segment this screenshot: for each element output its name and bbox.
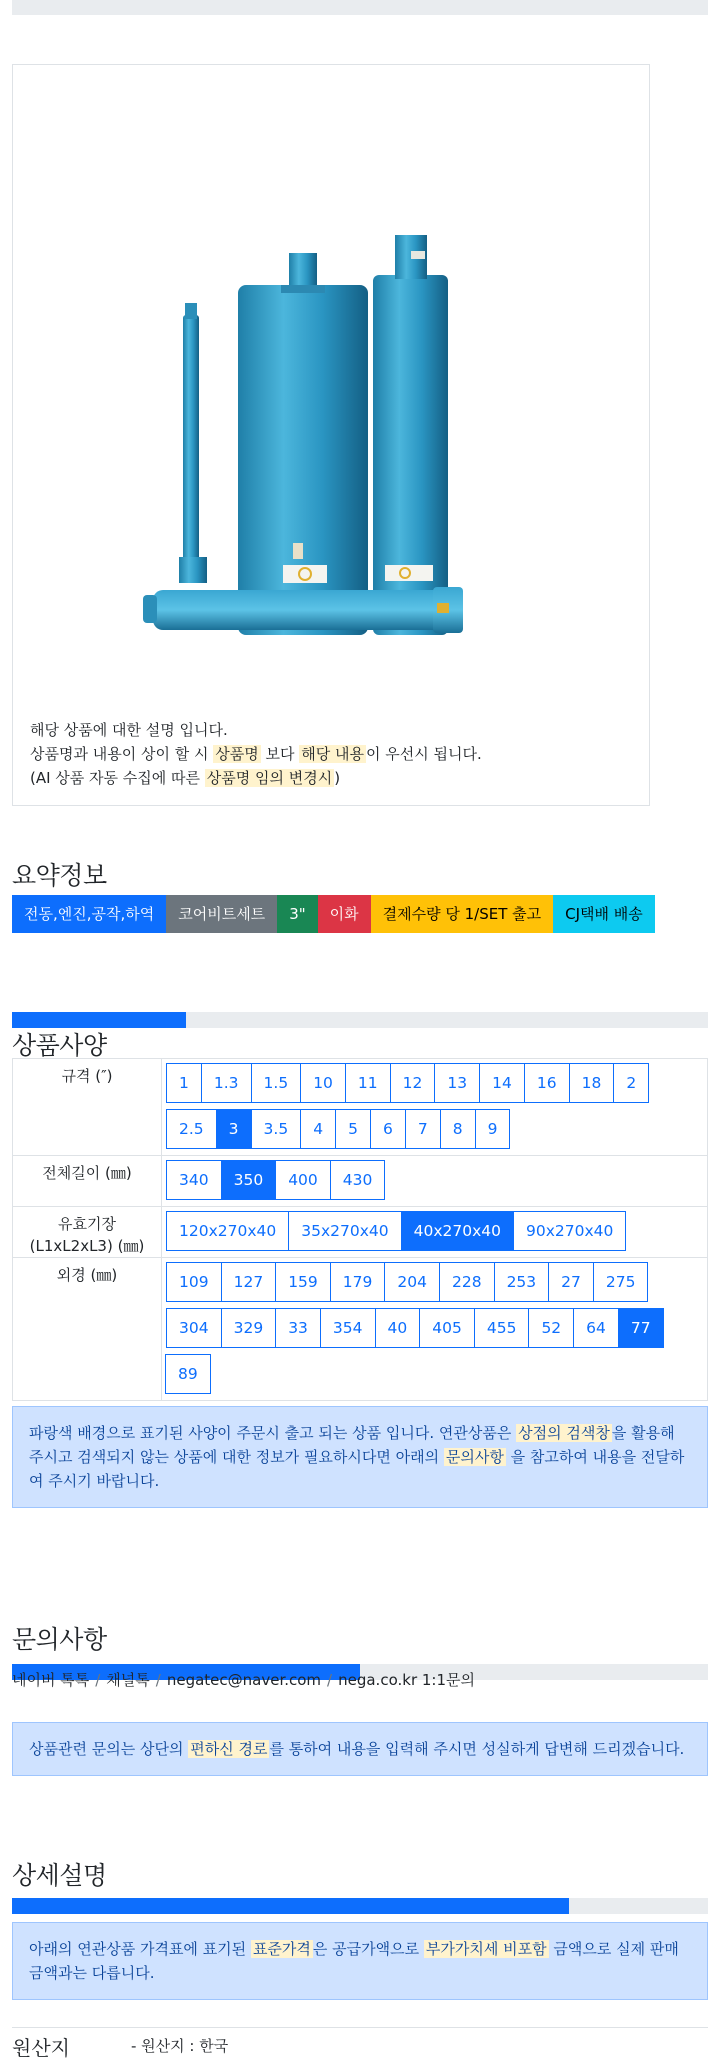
inquiry-channels xyxy=(12,1669,475,1690)
spec-option-button[interactable]: 275 xyxy=(593,1262,649,1302)
specs-notice-highlight: 상점의 검색창 xyxy=(518,1424,610,1442)
description-text: 보다 xyxy=(260,745,300,763)
spec-options xyxy=(162,1156,708,1206)
spec-option-button[interactable]: 430 xyxy=(330,1160,386,1200)
spec-option-button[interactable]: 1.3 xyxy=(201,1063,252,1103)
spec-options xyxy=(162,1059,708,1155)
spec-option-button[interactable]: 340 xyxy=(166,1160,222,1200)
spec-option-button[interactable]: 10 xyxy=(300,1063,346,1103)
spec-option-button[interactable]: 90x270x40 xyxy=(513,1211,626,1251)
spec-option-button[interactable]: 304 xyxy=(166,1308,222,1348)
description-line xyxy=(30,766,640,790)
inquiry-notice xyxy=(12,1722,708,1776)
inquiry-notice-text: 상품관련 문의는 상단의 xyxy=(29,1740,189,1758)
spec-options xyxy=(162,1258,708,1400)
spec-option-button[interactable]: 27 xyxy=(548,1262,594,1302)
description-text: (AI 상품 자동 수집에 따른 xyxy=(30,769,205,787)
spec-option-button[interactable]: 16 xyxy=(524,1063,570,1103)
origin-label: 원산지 xyxy=(12,2036,70,2060)
specs-progress-bar xyxy=(12,1012,708,1028)
description-line xyxy=(30,742,640,766)
description-text: ) xyxy=(334,769,341,787)
description-text: 이 우선시 됩니다. xyxy=(365,745,482,763)
detail-title: 상세설명 xyxy=(12,1861,107,1890)
spec-option-button[interactable]: 33 xyxy=(275,1308,321,1348)
spec-option-button[interactable]: 3 xyxy=(216,1109,252,1149)
detail-notice-text: 아래의 연관상품 가격표에 표기된 xyxy=(29,1940,251,1958)
detail-progress-fill xyxy=(12,1898,569,1914)
specs-notice-text: 을 참고하여 내용을 전달하여 주시기 바랍니다. xyxy=(29,1448,685,1490)
spec-option-button[interactable]: 455 xyxy=(474,1308,530,1348)
spec-option-button[interactable]: 329 xyxy=(221,1308,277,1348)
inquiry-notice-text: 를 통하여 내용을 입력해 주시면 성실하게 답변해 드리겠습니다. xyxy=(269,1740,685,1758)
diamond-core-bit-set-image xyxy=(143,215,523,645)
spec-row xyxy=(12,1156,708,1207)
spec-option-button[interactable]: 40 xyxy=(375,1308,421,1348)
summary-badge: 이화 xyxy=(318,895,371,933)
summary-badge: 코어비트세트 xyxy=(166,895,277,933)
spec-option-button[interactable]: 3.5 xyxy=(251,1109,302,1149)
summary-badge: CJ택배 배송 xyxy=(553,895,655,933)
spec-options xyxy=(162,1207,708,1257)
specs-notice-highlight: 문의사항 xyxy=(445,1448,504,1466)
description-highlight: 해당 내용 xyxy=(301,745,364,763)
channel-separator: / xyxy=(95,1671,101,1689)
detail-notice-text: 은 공급가액으로 xyxy=(312,1940,424,1958)
spec-option-button[interactable]: 253 xyxy=(494,1262,550,1302)
detail-notice-highlight: 표준가격 xyxy=(252,1940,311,1958)
detail-progress-bar xyxy=(12,1898,708,1914)
description-text: 해당 상품에 대한 설명 입니다. xyxy=(30,721,228,739)
spec-option-button[interactable]: 40x270x40 xyxy=(401,1211,514,1251)
description-highlight: 상품명 xyxy=(215,745,259,763)
channel-separator: / xyxy=(327,1671,333,1689)
spec-option-button[interactable]: 6 xyxy=(370,1109,406,1149)
spec-option-button[interactable]: 179 xyxy=(330,1262,386,1302)
spec-option-button[interactable]: 4 xyxy=(300,1109,336,1149)
spec-label: 규격 (″) xyxy=(12,1059,162,1155)
summary-title: 요약정보 xyxy=(12,861,107,890)
spec-option-button[interactable]: 11 xyxy=(345,1063,391,1103)
spec-option-button[interactable]: 9 xyxy=(475,1109,511,1149)
detail-notice-text: 금액으로 실제 판매금액과는 다릅니다. xyxy=(29,1940,679,1982)
spec-option-button[interactable]: 109 xyxy=(166,1262,222,1302)
spec-option-button[interactable]: 14 xyxy=(479,1063,525,1103)
spec-option-button[interactable]: 64 xyxy=(573,1308,619,1348)
description-text: 상품명과 내용이 상이 할 시 xyxy=(30,745,214,763)
spec-option-button[interactable]: 354 xyxy=(320,1308,376,1348)
spec-option-button[interactable]: 18 xyxy=(569,1063,615,1103)
spec-option-button[interactable]: 13 xyxy=(434,1063,480,1103)
spec-option-button[interactable]: 400 xyxy=(275,1160,331,1200)
inquiry-channel-link[interactable]: 채널톡 xyxy=(106,1671,150,1689)
spec-option-button[interactable]: 350 xyxy=(221,1160,277,1200)
spec-label: 외경 (㎜) xyxy=(12,1258,162,1400)
spec-option-button[interactable]: 120x270x40 xyxy=(166,1211,289,1251)
spec-option-button[interactable]: 1 xyxy=(166,1063,202,1103)
spec-label: 유효기장 (L1xL2xL3) (㎜) xyxy=(12,1207,162,1257)
summary-badge: 결제수량 당 1/SET 출고 xyxy=(371,895,554,933)
spec-option-button[interactable]: 8 xyxy=(440,1109,476,1149)
spec-option-button[interactable]: 127 xyxy=(221,1262,277,1302)
spec-option-button[interactable]: 89 xyxy=(165,1354,211,1394)
summary-badge: 전동,엔진,공작,하역 xyxy=(12,895,166,933)
spec-option-button[interactable]: 2 xyxy=(613,1063,649,1103)
summary-badge: 3" xyxy=(277,895,317,933)
spec-option-button[interactable]: 12 xyxy=(390,1063,436,1103)
spec-option-button[interactable]: 7 xyxy=(405,1109,441,1149)
spec-option-button[interactable]: 2.5 xyxy=(166,1109,217,1149)
product-image-panel xyxy=(12,64,650,806)
origin-value: - 원산지 : 한국 xyxy=(131,2037,229,2055)
spec-option-button[interactable]: 1.5 xyxy=(251,1063,302,1103)
spec-option-button[interactable]: 228 xyxy=(439,1262,495,1302)
spec-option-button[interactable]: 77 xyxy=(618,1308,664,1348)
origin-row xyxy=(12,2027,708,2065)
description-highlight: 상품명 임의 변경시 xyxy=(206,769,333,787)
inquiry-channel-link[interactable]: 네이버 톡톡 xyxy=(12,1671,90,1689)
inquiry-title: 문의사항 xyxy=(12,1625,107,1654)
spec-option-button[interactable]: 52 xyxy=(528,1308,574,1348)
spec-options-table xyxy=(12,1058,708,1401)
inquiry-channel-link[interactable]: negatec@naver.com xyxy=(166,1671,322,1689)
specs-title: 상품사양 xyxy=(12,1031,107,1060)
top-divider-bar xyxy=(12,0,708,15)
channel-separator: / xyxy=(155,1671,161,1689)
spec-option-button[interactable]: 5 xyxy=(335,1109,371,1149)
spec-option-button[interactable]: 35x270x40 xyxy=(288,1211,401,1251)
specs-notice-text: 을 활용해 주시고 검색되지 않는 상품에 대한 정보가 필요하시다면 아래의 xyxy=(29,1424,675,1466)
inquiry-notice-highlight: 편하신 경로 xyxy=(190,1740,268,1758)
detail-notice xyxy=(12,1922,708,2000)
spec-option-button[interactable]: 204 xyxy=(384,1262,440,1302)
spec-row xyxy=(12,1207,708,1258)
specs-notice xyxy=(12,1406,708,1508)
description-line xyxy=(30,718,640,742)
specs-notice-text: 파랑색 배경으로 표기된 사양이 주문시 출고 되는 상품 입니다. 연관상품은 xyxy=(29,1424,517,1442)
spec-row xyxy=(12,1059,708,1156)
summary-badges xyxy=(12,895,655,933)
product-description xyxy=(30,718,640,790)
detail-notice-highlight: 부가가치세 비포함 xyxy=(425,1940,547,1958)
spec-option-button[interactable]: 159 xyxy=(275,1262,331,1302)
spec-row xyxy=(12,1258,708,1401)
spec-label: 전체길이 (㎜) xyxy=(12,1156,162,1206)
spec-option-button[interactable]: 405 xyxy=(419,1308,475,1348)
inquiry-channel-link[interactable]: nega.co.kr 1:1문의 xyxy=(338,1671,475,1689)
